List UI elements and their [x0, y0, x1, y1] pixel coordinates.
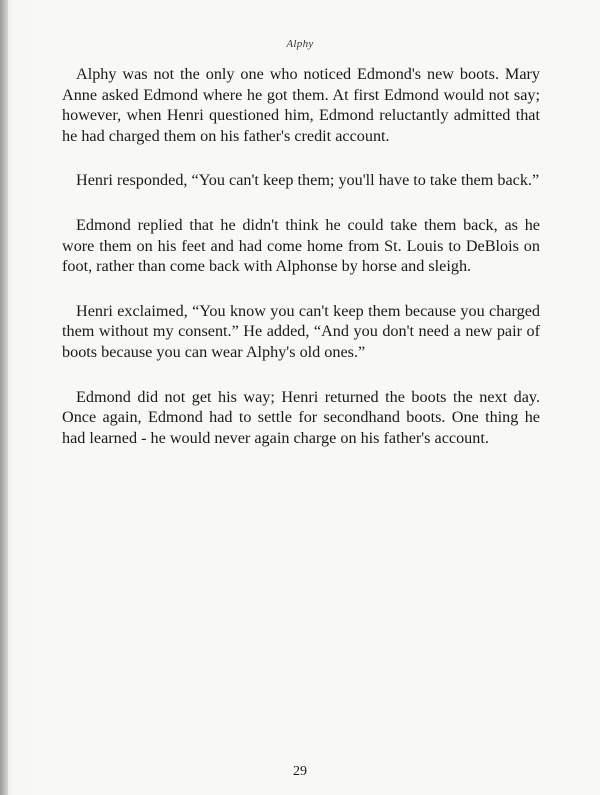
- body-text: [62, 64, 540, 472]
- paragraph-2: Henri responded, “You can't keep them; you'll have to take them back.”: [76, 171, 540, 190]
- running-head: Alphy: [286, 38, 314, 50]
- paragraph-4: Henri exclaimed, “You know you can't keep them because you charged them without my consent.” He added, “And you don't need a new pair of boots because you can wear Alphy's old ones.”: [62, 301, 540, 361]
- paragraph-5: Edmond did not get his way; Henri returned the boots the next day. Once again, Edmond had to settle for secondhand boots. One thing he had learned - he would never again charge on his father's account.: [62, 387, 540, 447]
- page-number: 29: [293, 764, 307, 779]
- paragraph-1: Alphy was not the only one who noticed Edmond's new boots. Mary Anne asked Edmond where he got them. At first Edmond would not say; however, when Henri questioned him, Edmond reluctantly admitted that he had charged them on his father's credit account.: [62, 65, 540, 145]
- paragraph-3: Edmond replied that he didn't think he could take them back, as he wore them on his feet and had come home from St. Louis to DeBlois on foot, rather than come back with Alphonse by horse and sleigh.: [62, 215, 540, 276]
- spine-shadow: [0, 0, 8, 795]
